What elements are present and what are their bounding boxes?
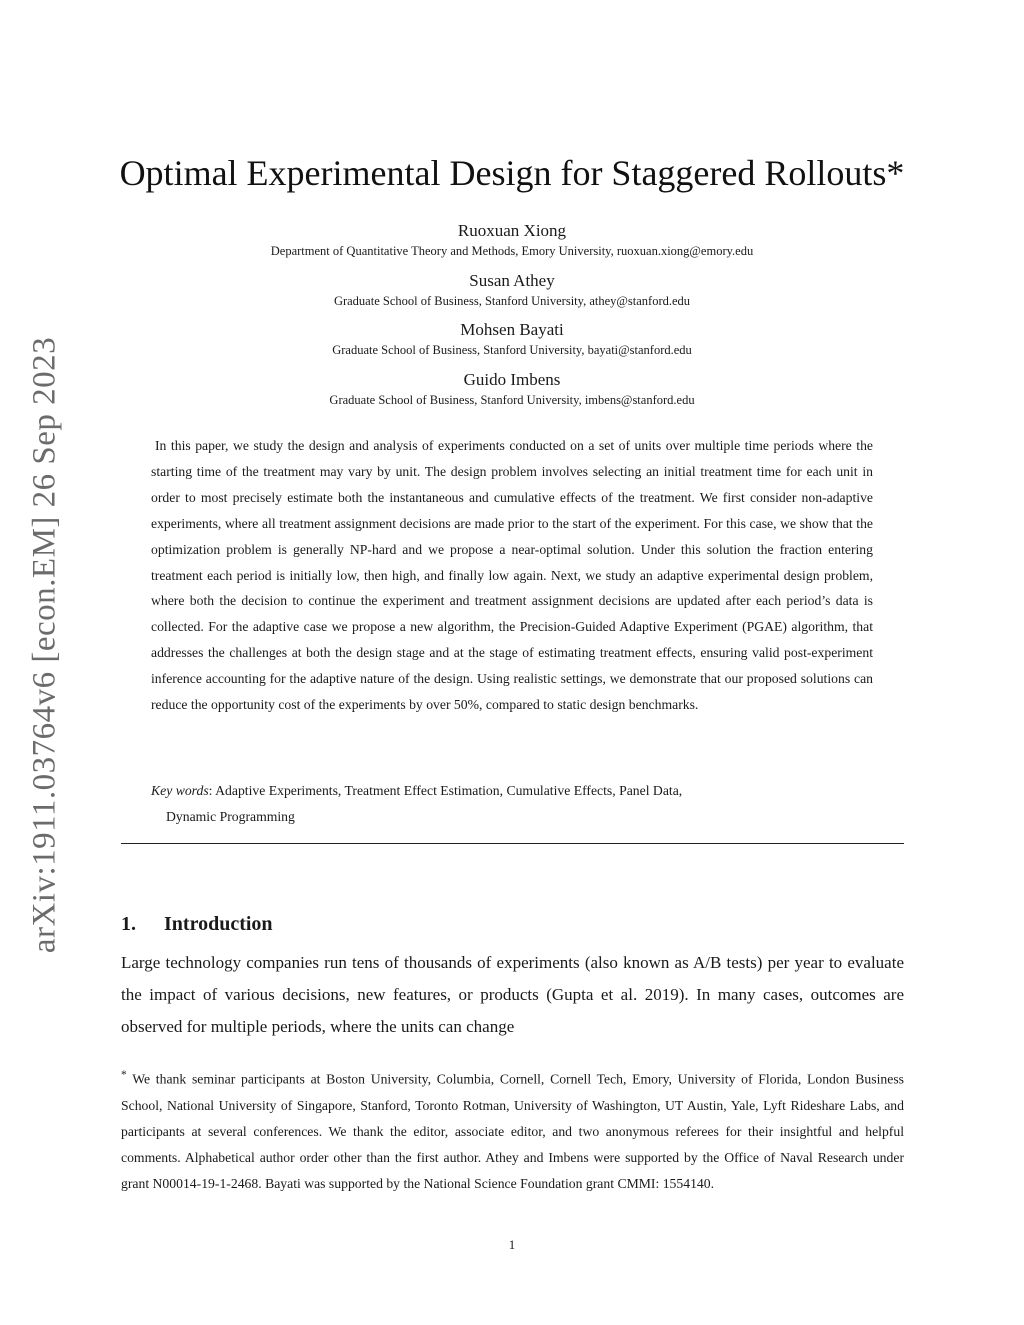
paper-title: Optimal Experimental Design for Staggered Rollouts* xyxy=(119,153,905,193)
section-heading xyxy=(121,913,273,936)
author-list xyxy=(0,220,1024,418)
keywords-line: Key words: Adaptive Experiments, Treatment Effect Estimation, Cumulative Effects, Panel Data, xyxy=(151,783,683,798)
section-title: Introduction xyxy=(164,913,273,935)
author-name: Mohsen Bayati xyxy=(460,320,564,339)
author-name: Ruoxuan Xiong xyxy=(457,221,567,240)
author-block xyxy=(0,270,1024,320)
author-block xyxy=(0,369,1024,419)
arxiv-identifier-stamp: arXiv:1911.03764v6 [econ.EM] 26 Sep 2023 xyxy=(26,336,63,954)
footnote xyxy=(121,1062,904,1197)
section-number: 1. xyxy=(121,913,136,935)
abstract: In this paper, we study the design and analysis of experiments conducted on a set of units over multiple time periods where the starting time of the treatment may vary by unit. The design problem involves selecting an initial treatment time for each unit in order to most precisely estimate both the instantaneous and cumulative effects of the treatment. We first consider non-adaptive experiments, where all treatment assignment decisions are made prior to the start of the experiment. For this case, we show that the optimization problem is generally NP-hard and we propose a near-optimal solution. Under this solution the fraction entering treatment each period is initially low, then high, and finally low again. Next, we study an adaptive experimental design problem, where both the decision to continue the experiment and treatment assignment decisions are updated after each period’s data is collected. For the adaptive case we propose a new algorithm, the Precision-Guided Adaptive Experiment (PGAE) algorithm, that addresses the challenges at both the design stage and at the stage of estimating treatment effects, ensuring valid post-experiment inference accounting for the adaptive nature of the design. Using realistic settings, we demonstrate that our proposed solutions can reduce the opportunity cost of the experiments by over 50%, compared to static design benchmarks. xyxy=(151,438,873,713)
author-block xyxy=(0,220,1024,270)
abstract-divider xyxy=(121,843,904,844)
author-affiliation: Graduate School of Business, Stanford University, athey@stanford.edu xyxy=(333,293,691,308)
author-block xyxy=(0,319,1024,369)
author-affiliation: Graduate School of Business, Stanford University, imbens@stanford.edu xyxy=(329,392,695,407)
author-affiliation: Department of Quantitative Theory and Methods, Emory University, ruoxuan.xiong@emory.edu xyxy=(270,244,754,258)
keywords-list-continued: Dynamic Programming xyxy=(166,808,295,824)
footnote-text: We thank seminar participants at Boston University, Columbia, Cornell, Cornell Tech, Emory, University of Florida, London Business School, National University of Singapore, Stanford, Toronto Rotman, University of Washington, UT Austin, Yale, Lyft Rideshare Labs, and participants at several conferences. We thank the editor, associate editor, and two anonymous referees for their insightful and helpful comments. Alphabetical author order other than the first author. Athey and Imbens were supported by the Office of Naval Research under grant N00014-19-1-2468. Bayati was supported by the National Science Foundation grant CMMI: 1554140. xyxy=(121,1071,904,1191)
footnote-marker: * xyxy=(121,1069,127,1081)
keywords-label: Key words xyxy=(151,783,209,798)
author-affiliation: Graduate School of Business, Stanford University, bayati@stanford.edu xyxy=(332,343,692,357)
keywords xyxy=(151,778,873,830)
page-number: 1 xyxy=(508,1237,516,1252)
keywords-list: Adaptive Experiments, Treatment Effect Estimation, Cumulative Effects, Panel Data, xyxy=(215,783,683,798)
author-name: Guido Imbens xyxy=(463,369,561,389)
author-name: Susan Athey xyxy=(469,270,555,290)
introduction-paragraph: Large technology companies run tens of thousands of experiments (also known as A/B tests) per year to evaluate the impact of various decisions, new features, or products (Gupta et al. 2019). In many cases, outcomes are observed for multiple periods, where the units can change xyxy=(121,953,904,1036)
